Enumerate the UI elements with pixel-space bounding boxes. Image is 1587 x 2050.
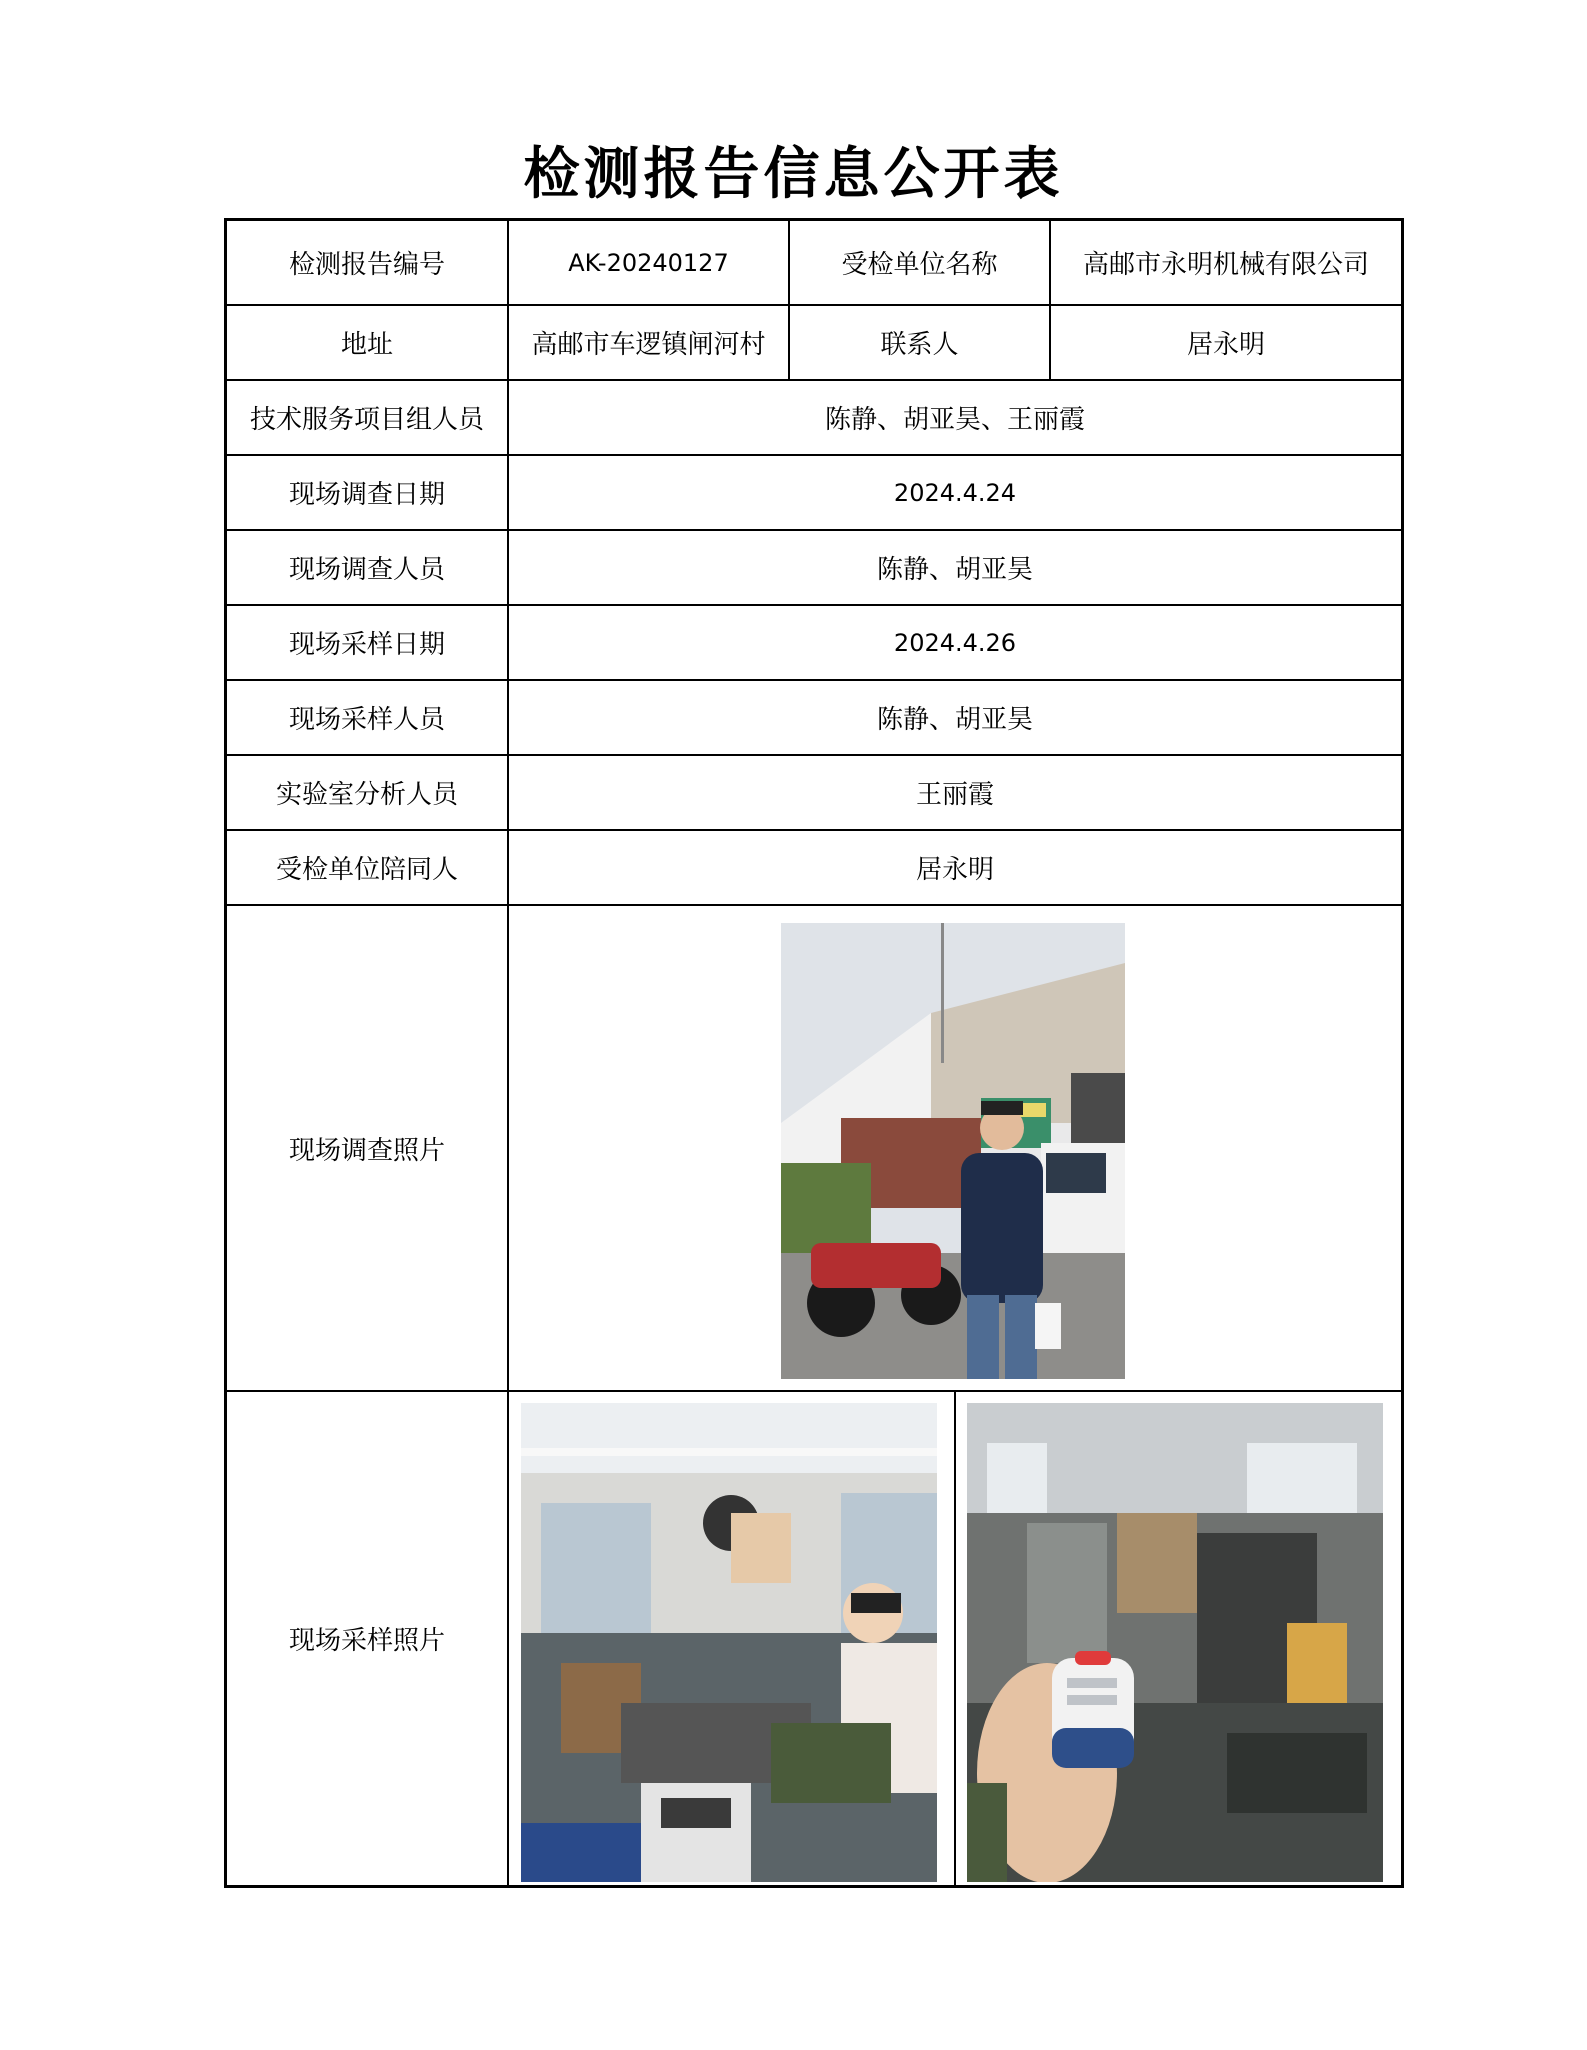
row-label: 现场采样日期: [288, 630, 445, 660]
row-value: 居永明: [915, 855, 994, 885]
page-title: 检测报告信息公开表: [523, 141, 1064, 207]
unit-name-value: 高邮市永明机械有限公司: [1082, 250, 1369, 280]
info-table: [224, 218, 1404, 1888]
sampling-photo-label: 现场采样照片: [288, 1626, 445, 1656]
row-label: 实验室分析人员: [275, 780, 458, 810]
row-label: 现场调查日期: [288, 480, 445, 510]
row-value: 王丽霞: [915, 780, 994, 810]
row-value: 陈静、胡亚昊: [876, 555, 1033, 585]
sampling-photo-1: [521, 1403, 937, 1882]
unit-name-label: 受检单位名称: [841, 250, 998, 280]
sampling-photo-2: [967, 1403, 1383, 1882]
report-no-label: 检测报告编号: [288, 250, 445, 280]
row-value: 2024.4.24: [893, 478, 1017, 507]
row-value: 陈静、胡亚昊: [876, 705, 1033, 735]
address-label: 地址: [340, 330, 393, 360]
row-value: 陈静、胡亚昊、王丽霞: [824, 405, 1085, 435]
survey-photo-label: 现场调查照片: [288, 1135, 445, 1166]
row-label: 现场采样人员: [288, 705, 445, 735]
contact-label: 联系人: [880, 330, 959, 360]
row-label: 受检单位陪同人: [275, 855, 458, 885]
contact-value: 居永明: [1186, 330, 1265, 360]
row-value: 2024.4.26: [893, 628, 1017, 657]
row-label: 技术服务项目组人员: [249, 405, 484, 435]
address-value: 高邮市车逻镇闸河村: [531, 330, 766, 360]
report-no-value: AK-20240127: [568, 248, 729, 277]
survey-photo: [781, 923, 1125, 1379]
row-label: 现场调查人员: [288, 555, 445, 585]
